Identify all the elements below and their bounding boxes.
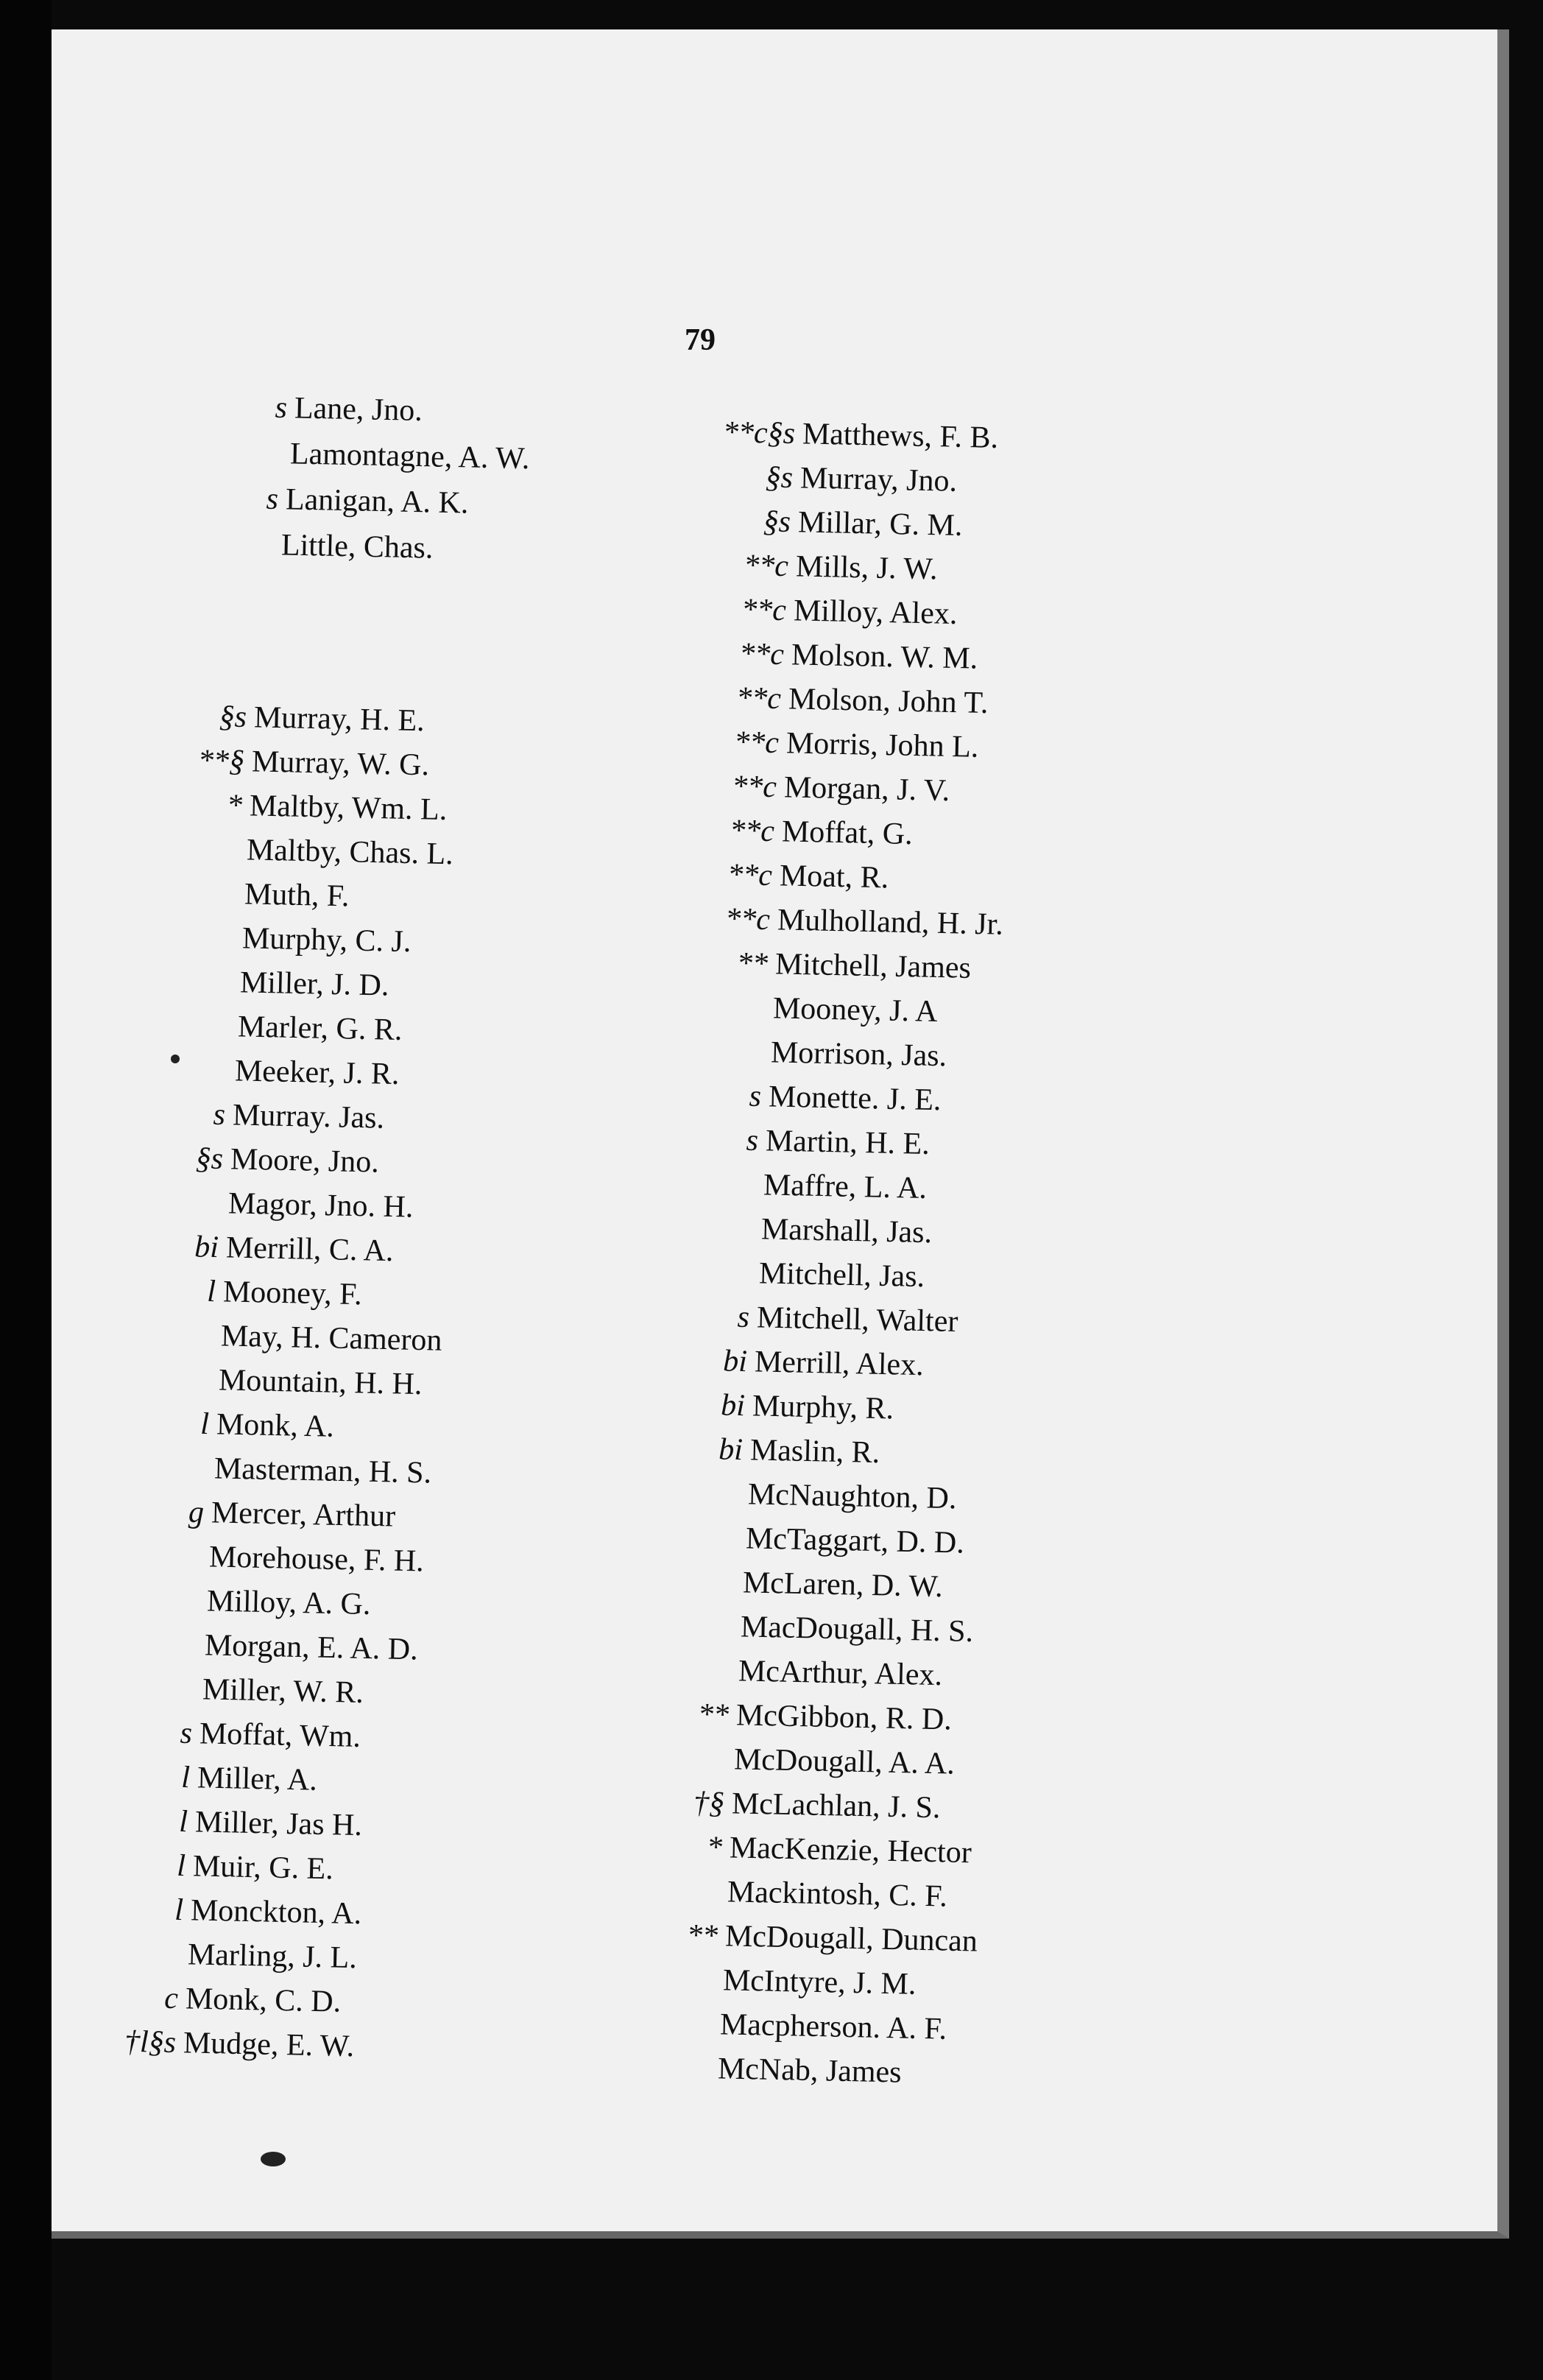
entry-annotation-mark: s [746, 1123, 759, 1158]
entry-annotation-mark: **c [741, 592, 787, 628]
entry-annotation-mark [609, 1899, 719, 1901]
entry-annotation-mark: s [213, 1097, 226, 1133]
entry-annotation-mark: **c [727, 857, 773, 893]
entry-annotation-mark: g [188, 1495, 205, 1530]
entry-annotation-mark: c [164, 1981, 179, 2016]
directory-entry [84, 1672, 364, 1708]
directory-entry [685, 416, 999, 454]
entry-annotation-mark [652, 1060, 763, 1062]
entry-name: Mercer, Arthur [211, 1496, 397, 1534]
directory-entry [107, 1230, 393, 1267]
directory-entry [650, 1079, 941, 1116]
entry-annotation-mark [119, 1034, 230, 1036]
entry-annotation-mark [84, 1697, 194, 1699]
entry-name: Lamontagne, A. W. [289, 437, 530, 476]
entry-annotation-mark: **c [732, 769, 777, 805]
entry-annotation-mark: s [180, 1716, 193, 1751]
entry-name: Molson, John T. [788, 682, 989, 721]
entry-name: Maslin, R. [749, 1433, 880, 1471]
entry-annotation-mark [616, 1767, 727, 1769]
directory-entry [671, 681, 989, 719]
entry-annotation-mark: ** [736, 946, 769, 982]
entry-name: McNaughton, D. [747, 1477, 957, 1516]
entry-name: McDougall, A. A. [733, 1742, 956, 1781]
entry-annotation-mark: l [176, 1848, 186, 1884]
entry-name: Murphy, R. [752, 1389, 894, 1426]
directory-entry [636, 1344, 924, 1381]
directory-entry [652, 1035, 947, 1074]
entry-name: McArthur, Alex. [738, 1654, 943, 1693]
directory-entry [115, 1097, 385, 1134]
directory-entry [668, 725, 979, 763]
entry-annotation-mark [70, 1962, 180, 1964]
entry-annotation-mark [110, 1211, 221, 1213]
entry-name: Monckton, A. [190, 1893, 362, 1932]
directory-entry [643, 1211, 933, 1248]
directory-entry [119, 1009, 402, 1046]
entry-name: Molson. W. M. [790, 638, 978, 676]
entry-name: Muir, G. E. [192, 1849, 334, 1887]
entry-annotation-mark: l [178, 1804, 188, 1839]
entry-annotation-mark: s [748, 1079, 761, 1114]
directory-entry [646, 1167, 928, 1204]
entry-name: Lane, Jno. [294, 391, 423, 428]
entry-name: Mulholland, H. Jr. [777, 903, 1004, 942]
entry-name: Masterman, H. S. [213, 1451, 432, 1490]
entry-annotation-mark [87, 1652, 197, 1655]
entry-annotation-mark [124, 946, 235, 948]
entry-annotation-mark [89, 1608, 200, 1610]
directory-entry [131, 788, 447, 825]
entry-annotation-mark: l [200, 1406, 210, 1442]
directory-entry [600, 2051, 902, 2088]
entry-annotation-mark: §s [762, 504, 791, 540]
entry-annotation-mark: **c [736, 680, 782, 717]
directory-entry [664, 814, 914, 850]
directory-entry [634, 1388, 894, 1424]
directory-entry [66, 2025, 355, 2062]
entry-annotation-mark: **c [743, 548, 789, 584]
directory-entry [662, 858, 889, 893]
entry-name: Murray. Jas. [232, 1098, 385, 1136]
entry-name: Mackintosh, C. F. [727, 1875, 947, 1914]
entry-name: May, H. Cameron [220, 1319, 443, 1358]
directory-entry [675, 593, 957, 630]
entry-name: Morris, John L. [785, 726, 980, 764]
entry-annotation-mark: * [706, 1830, 723, 1865]
entry-name: Murray, H. E. [253, 700, 426, 739]
directory-entry [89, 1583, 371, 1620]
entry-annotation-mark: s [275, 390, 288, 426]
entry-annotation-mark [103, 1343, 213, 1345]
entry-annotation-mark: l [181, 1760, 191, 1795]
entry-name: Magor, Jno. H. [227, 1186, 414, 1225]
entry-annotation-mark [627, 1546, 738, 1548]
directory-entry [77, 1804, 363, 1841]
entry-name: Marler, G. R. [237, 1010, 403, 1048]
entry-name: Milloy, A. G. [206, 1584, 371, 1622]
entry-annotation-mark: **c [729, 813, 775, 849]
entry-annotation-mark [96, 1476, 206, 1478]
entry-annotation-mark: **c [738, 636, 784, 672]
directory-entry [121, 965, 389, 1001]
entry-name: Marling, J. L. [187, 1937, 358, 1976]
entry-name: Mitchell, Walter [756, 1300, 958, 1339]
entry-name: Little, Chas. [280, 528, 434, 566]
entry-annotation-mark: bi [718, 1432, 744, 1468]
directory-entry [657, 946, 971, 984]
entry-annotation-mark [621, 1678, 731, 1680]
entry-annotation-mark: †l§s [124, 2024, 177, 2060]
entry-annotation-mark: †§ [693, 1786, 725, 1821]
entry-annotation-mark [117, 1078, 227, 1080]
directory-entry [113, 1141, 380, 1178]
entry-annotation-mark [163, 552, 274, 554]
entry-name: McDougall, Duncan [724, 1919, 978, 1959]
directory-entry [74, 1848, 334, 1887]
directory-entry [168, 482, 469, 519]
entry-annotation-mark: ** [697, 1697, 730, 1733]
entry-name: Matthews, F. B. [802, 417, 999, 455]
directory-entry [68, 1981, 342, 2018]
directory-entry [72, 1893, 362, 1932]
entry-name: Morgan, E. A. D. [204, 1628, 418, 1667]
entry-annotation-mark [604, 1988, 715, 1990]
entry-name: Miller, Jas H. [194, 1805, 363, 1843]
directory-entry [70, 1937, 358, 1974]
directory-entry [136, 700, 426, 739]
entry-name: Monette. J. E. [767, 1080, 942, 1118]
entry-name: Milloy, Alex. [793, 594, 958, 632]
directory-entry [177, 390, 423, 426]
entry-name: Murray, W. G. [251, 744, 430, 783]
entry-annotation-mark [646, 1192, 756, 1194]
entry-name: Millar, G. M. [797, 505, 963, 543]
entry-annotation-mark [101, 1387, 211, 1390]
entry-annotation-mark [127, 901, 237, 904]
entry-name: Maffre, L. A. [763, 1168, 928, 1205]
entry-name: McTaggart, D. D. [744, 1521, 964, 1560]
ink-smudge [261, 2152, 286, 2166]
entry-name: Miller, W. R. [202, 1672, 364, 1710]
directory-entry [80, 1760, 318, 1796]
entry-annotation-mark [654, 1015, 765, 1018]
entry-name: Morehouse, F. H. [208, 1540, 425, 1579]
directory-entry [673, 637, 978, 675]
entry-name: Morrison, Jas. [770, 1035, 947, 1074]
entry-annotation-mark: bi [720, 1388, 746, 1423]
directory-entry [117, 1053, 400, 1090]
entry-annotation-mark: l [207, 1274, 216, 1309]
entry-name: Mitchell, Jas. [758, 1256, 925, 1295]
entry-name: Monk, A. [216, 1407, 335, 1444]
entry-annotation-mark [602, 2032, 713, 2034]
entry-name: McLachlan, J. S. [731, 1786, 941, 1826]
entry-name: Miller, J. D. [239, 965, 389, 1003]
directory-entry [124, 920, 412, 960]
entry-name: Mountain, H. H. [218, 1363, 423, 1402]
entry-annotation-mark [600, 2076, 710, 2078]
entry-annotation-mark: §s [765, 460, 794, 496]
directory-entry [604, 1962, 916, 2000]
entry-name: Monk, C. D. [185, 1982, 342, 2019]
entry-name: Muth, F. [244, 877, 350, 914]
directory-entry [666, 769, 950, 809]
directory-entry [82, 1716, 361, 1753]
entry-name: Merrill, C. A. [225, 1231, 394, 1269]
directory-entry [98, 1406, 334, 1443]
entry-name: McLaren, D. W. [742, 1566, 944, 1605]
entry-annotation-mark: bi [194, 1230, 219, 1265]
entry-name: McIntyre, J. M. [721, 1963, 917, 2001]
entry-annotation-mark [641, 1281, 752, 1283]
directory-entry [677, 549, 937, 585]
entry-annotation-mark: s [737, 1300, 750, 1335]
entry-name: Mudge, E. W. [183, 2026, 355, 2064]
entry-name: Martin, H. E. [765, 1124, 931, 1162]
entry-name: Moat, R. [779, 859, 889, 895]
entry-annotation-mark [129, 857, 239, 859]
directory-entry [654, 990, 937, 1027]
ink-dot [171, 1055, 180, 1063]
entry-annotation-mark [122, 990, 233, 992]
entry-annotation-mark: s [266, 482, 279, 517]
entry-name: Miller, A. [197, 1761, 318, 1798]
entry-annotation-mark [643, 1236, 754, 1239]
entry-name: Mooney, J. A [772, 991, 938, 1029]
directory-entry [625, 1565, 944, 1605]
entry-name: Maltby, Wm. L. [249, 789, 448, 827]
entry-name: Merrill, Alex. [754, 1345, 925, 1383]
entry-name: Moffat, Wm. [199, 1717, 361, 1754]
entry-annotation-mark: **c [724, 901, 771, 937]
entry-name: McGibbon, R. D. [735, 1698, 953, 1737]
directory-entry [105, 1274, 363, 1310]
directory-entry [127, 876, 350, 912]
entry-annotation-mark [629, 1501, 740, 1504]
entry-name: McNab, James [717, 2052, 903, 2090]
entry-name: Lanigan, A. K. [285, 482, 469, 521]
directory-entry [133, 744, 429, 781]
book-spine-shadow [0, 0, 52, 2380]
directory-entry [641, 1256, 925, 1295]
entry-annotation-mark [172, 461, 283, 463]
entry-name: Moore, Jno. [230, 1142, 380, 1180]
entry-annotation-mark: §s [195, 1141, 224, 1177]
entry-name: Murray, Jno. [799, 461, 958, 499]
entry-name: Maltby, Chas. L. [246, 833, 454, 872]
entry-name: MacKenzie, Hector [729, 1831, 972, 1870]
entry-name: Murphy, C. J. [241, 921, 412, 960]
directory-entry [110, 1186, 413, 1223]
entry-name: Mitchell, James [774, 947, 972, 985]
entry-name: MacDougall, H. S. [740, 1610, 974, 1649]
entry-name: Marshall, Jas. [760, 1212, 933, 1250]
page-number: 79 [685, 323, 716, 357]
directory-entry [632, 1432, 880, 1471]
entry-name: Morgan, J. V. [783, 770, 950, 809]
entry-annotation-mark [625, 1590, 735, 1592]
entry-annotation-mark: **c [734, 725, 780, 761]
directory-entry [682, 460, 957, 497]
entry-name: Meeker, J. R. [234, 1054, 400, 1092]
entry-annotation-mark [91, 1564, 202, 1566]
entry-annotation-mark: l [174, 1893, 184, 1928]
entry-annotation-mark: **§ [197, 743, 245, 779]
directory-entry [163, 527, 434, 564]
entry-annotation-mark: §s [219, 700, 247, 735]
entry-annotation-mark: * [226, 788, 243, 823]
entry-annotation-mark: bi [722, 1344, 748, 1379]
entry-name: Moffat, G. [781, 814, 914, 852]
entry-annotation-mark [623, 1634, 733, 1636]
entry-annotation-mark: **c§s [722, 415, 796, 451]
entry-name: Macpherson. A. F. [719, 2007, 947, 2046]
entry-name: Mills, J. W. [795, 549, 938, 587]
entry-name: Mooney, F. [222, 1275, 363, 1312]
directory-entry [648, 1123, 931, 1160]
directory-entry [93, 1495, 396, 1532]
directory-entry [679, 504, 962, 541]
entry-annotation-mark: ** [686, 1918, 718, 1954]
